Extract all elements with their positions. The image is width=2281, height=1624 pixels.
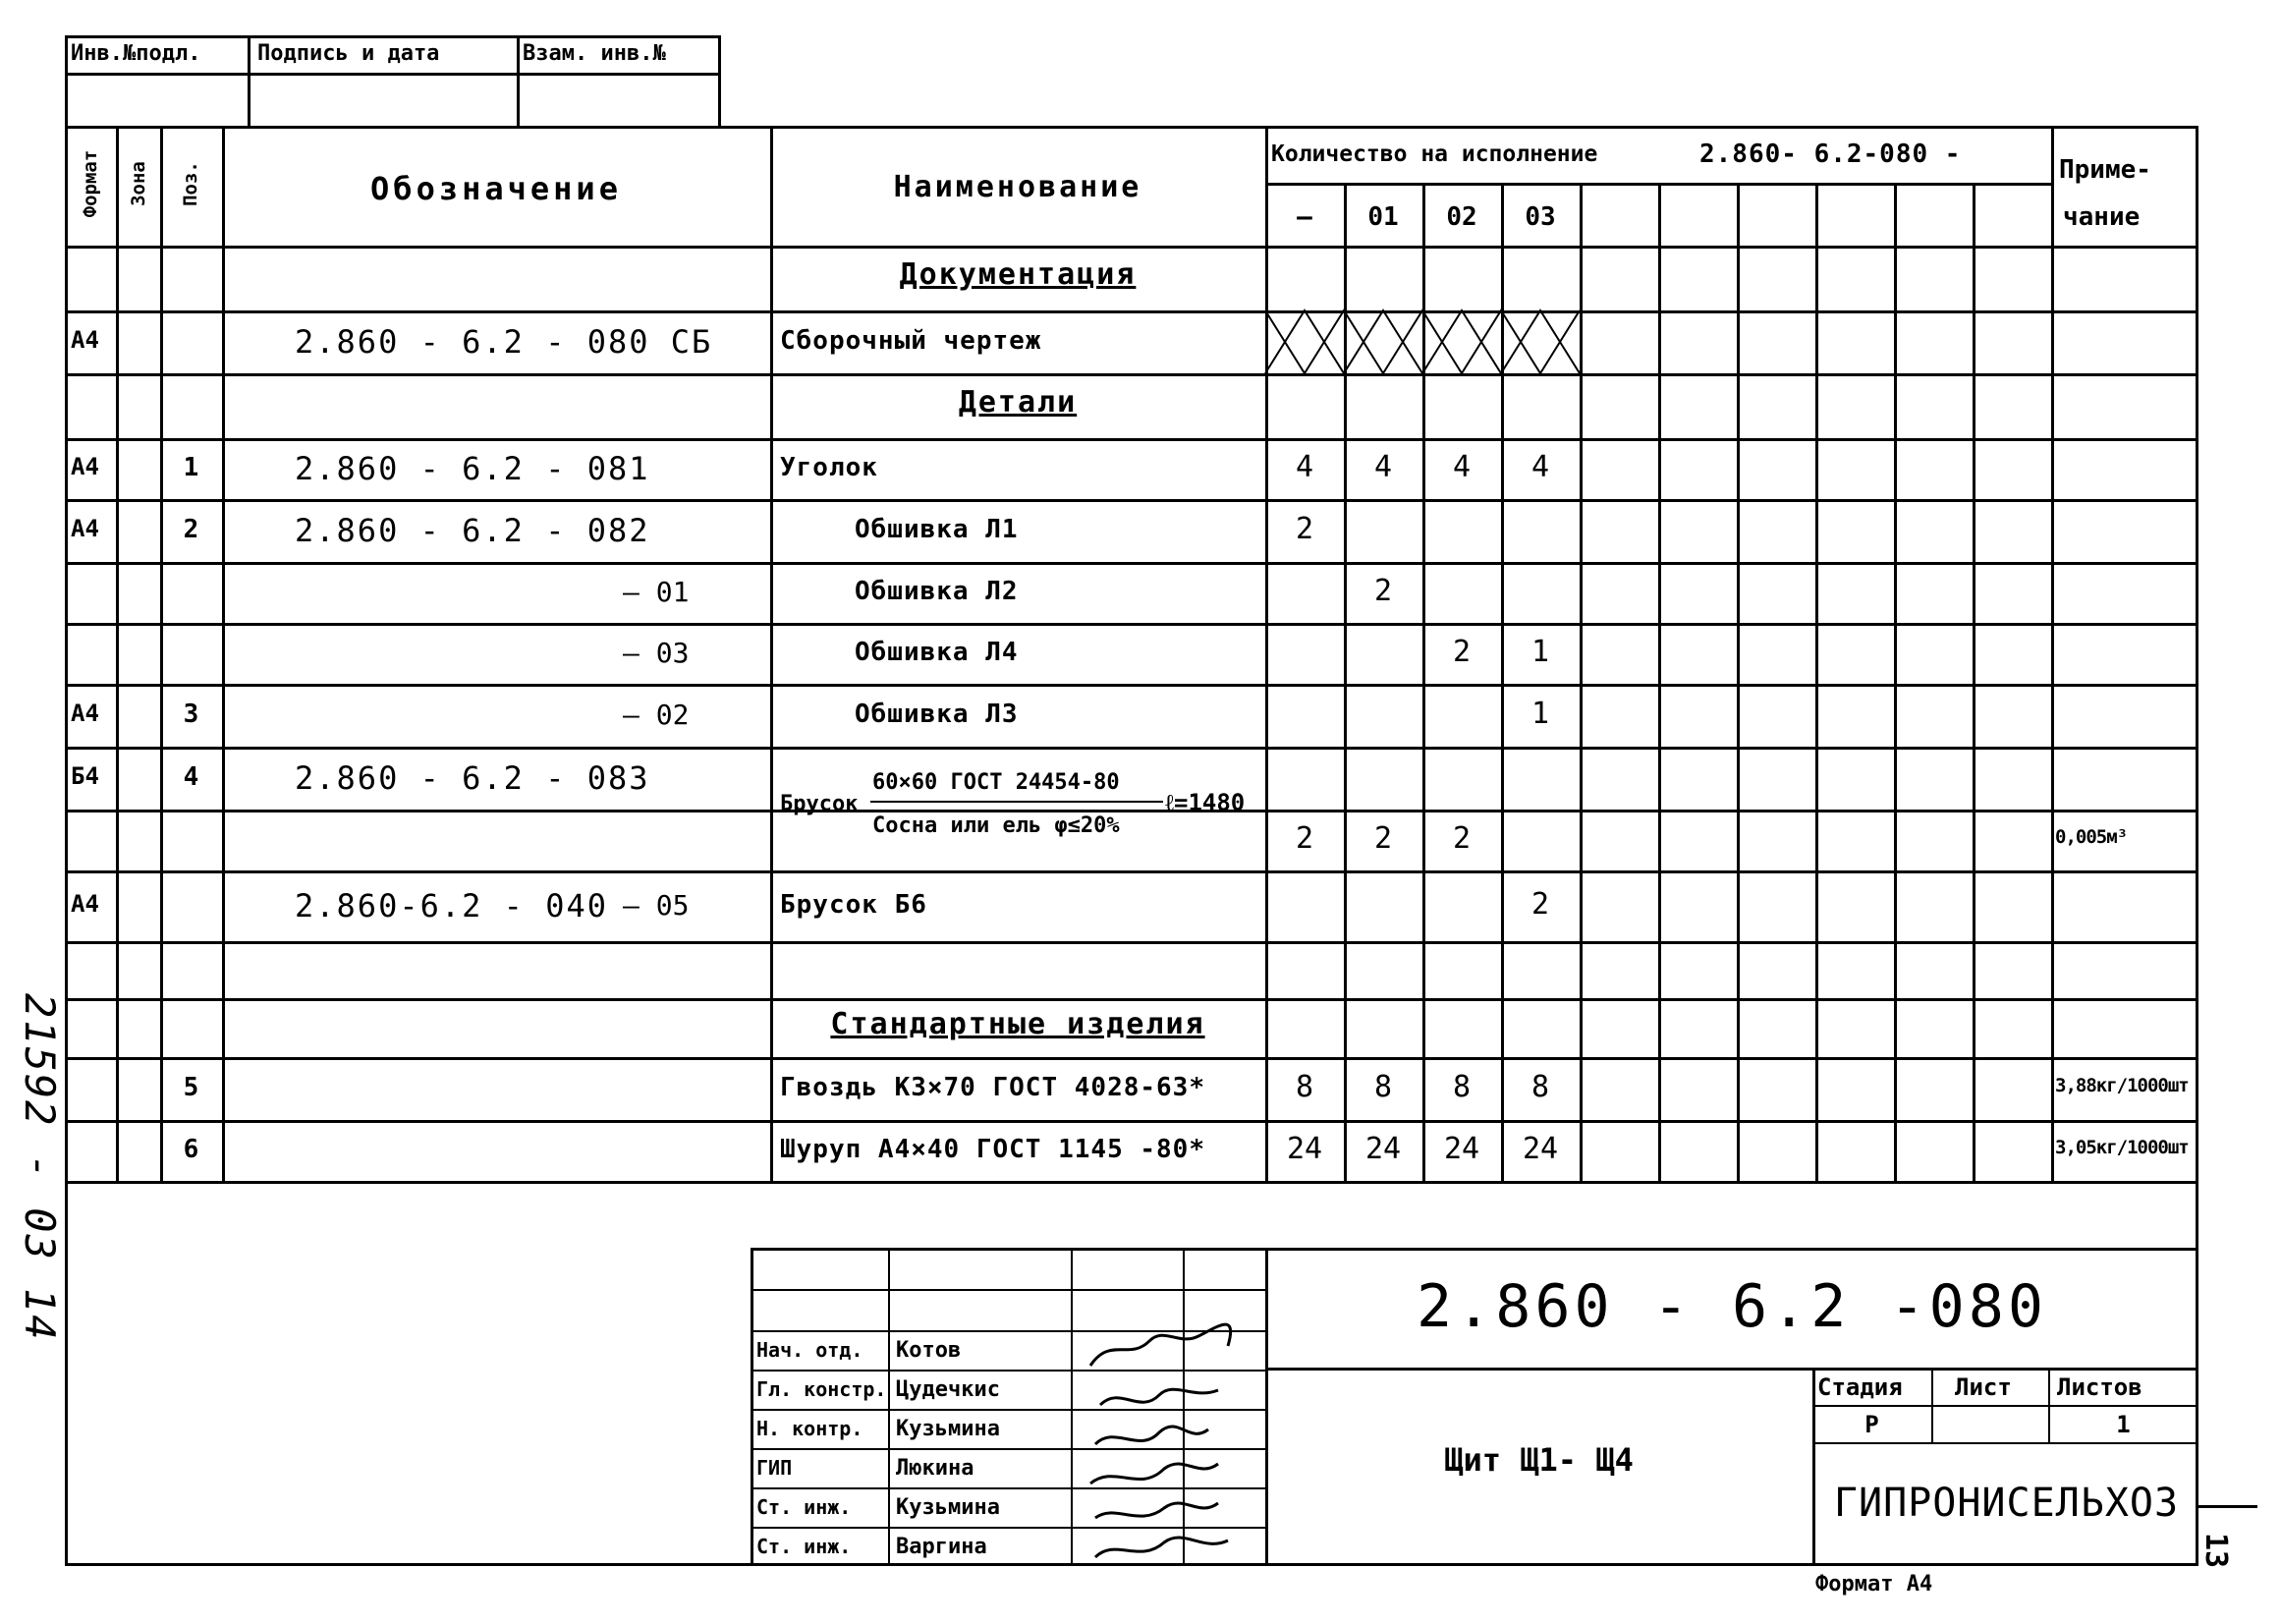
brusok-length: ℓ=1480 (1165, 789, 1246, 816)
qty-cell: 2 (1452, 635, 1472, 669)
sheets-label: Листов (2057, 1373, 2142, 1401)
row-divider (65, 747, 2198, 750)
row-note: 3,05кг/1000шт (2055, 1139, 2189, 1157)
row-name: Уголок (780, 453, 878, 482)
row-format: Б4 (71, 762, 99, 790)
person-name: Цудечкис (896, 1377, 1000, 1402)
row-format: А4 (71, 453, 99, 480)
sheets-value: 1 (2116, 1411, 2131, 1438)
qty-header-title: Количество на исполнение (1271, 141, 1598, 167)
person-role: Н. контр. (756, 1417, 863, 1440)
row-designation-suffix: – 01 (623, 576, 690, 608)
qty-cell: 4 (1452, 450, 1472, 484)
brusok-word: Брусок (780, 792, 859, 816)
qty-cell: 24 (1364, 1132, 1402, 1166)
qty-cell: 2 (1452, 821, 1472, 856)
replaced-inv-label: Взам. инв.№ (523, 41, 666, 66)
inv-number-label: Инв.№подл. (71, 41, 201, 66)
row-note: 3,88кг/1000шт (2055, 1077, 2189, 1095)
row-divider (65, 623, 2198, 626)
person-name: Кузьмина (896, 1495, 1000, 1520)
row-divider (65, 499, 2198, 502)
format-header: Формат (80, 149, 101, 218)
row-designation-suffix: – 05 (623, 889, 690, 922)
section-heading: Документация (899, 257, 1137, 292)
stage-value: Р (1864, 1411, 1879, 1438)
qty-cell: 2 (1530, 887, 1550, 922)
row-designation-suffix: – 02 (623, 699, 690, 731)
qty-cell: 4 (1530, 450, 1550, 484)
row-format: А4 (71, 700, 99, 727)
qty-col-2: 02 (1446, 202, 1477, 232)
qty-cell: 4 (1295, 450, 1314, 484)
row-designation: 2.860 - 6.2 - 081 (295, 450, 650, 487)
qty-cell: 24 (1286, 1132, 1323, 1166)
qty-cell: 2 (1373, 821, 1393, 856)
row-name: Обшивка Л1 (855, 515, 1019, 544)
row-divider (65, 684, 2198, 687)
person-name: Варгина (896, 1535, 987, 1559)
pos-header: Поз. (180, 161, 201, 206)
section-heading: Стандартные изделия (830, 1007, 1205, 1041)
qty-cell: 4 (1373, 450, 1393, 484)
person-role: Гл. констр. (756, 1377, 887, 1401)
page-tick (2198, 1505, 2257, 1508)
doc-designation: 2.860 - 6.2 -080 (1417, 1272, 2047, 1341)
row-designation: 2.860 - 6.2 - 080 СБ (295, 323, 713, 361)
signatures (1071, 1307, 1267, 1566)
row-format: А4 (71, 515, 99, 542)
row-position: 5 (183, 1073, 199, 1102)
row-position: 1 (183, 453, 199, 482)
signature-date-label: Подпись и дата (257, 41, 440, 66)
row-position: 4 (183, 762, 199, 792)
stage-label: Стадия (1817, 1373, 1903, 1401)
sheet-label: Лист (1955, 1373, 2012, 1401)
person-role: Ст. инж. (756, 1535, 852, 1558)
qty-cell: 8 (1530, 1070, 1550, 1104)
row-divider (65, 870, 2198, 873)
row-name: Брусок Б6 (780, 890, 927, 920)
row-position: 3 (183, 700, 199, 729)
row-divider (65, 562, 2198, 565)
brusok-numerator: 60×60 ГОСТ 24454-80 (872, 770, 1120, 795)
name-header: Наименование (893, 170, 1142, 204)
fraction-line (870, 801, 1163, 803)
row-note: 0,005м³ (2055, 828, 2128, 847)
row-designation: 2.860 - 6.2 - 083 (295, 759, 650, 797)
row-designation: 2.860 - 6.2 - 082 (295, 512, 650, 549)
row-divider (65, 941, 2198, 944)
row-divider (65, 310, 2198, 313)
qty-cell: 1 (1530, 697, 1550, 731)
qty-cell: 8 (1295, 1070, 1314, 1104)
row-position: 2 (183, 515, 199, 544)
qty-cell: 2 (1373, 574, 1393, 608)
row-name: Обшивка Л2 (855, 577, 1019, 606)
row-divider (65, 1120, 2198, 1123)
qty-cell: 8 (1373, 1070, 1393, 1104)
row-name: Сборочный чертеж (780, 326, 1042, 356)
person-role: ГИП (756, 1456, 793, 1480)
organization: ГИПРОНИСЕЛЬХОЗ (1833, 1481, 2180, 1526)
table-right-border (2196, 126, 2198, 1181)
row-divider (65, 1181, 2198, 1184)
row-divider (65, 373, 2198, 376)
row-divider (65, 1057, 2198, 1060)
sheet-format: Формат А4 (1815, 1572, 1933, 1596)
section-heading: Детали (958, 385, 1078, 420)
margin-note: 21592 - 03 14 (16, 993, 64, 1342)
zone-header: Зона (128, 161, 149, 206)
qty-cell: 1 (1530, 635, 1550, 669)
qty-cell: 24 (1522, 1132, 1559, 1166)
brusok-denominator: Сосна или ель φ≤20% (872, 813, 1120, 838)
qty-col-3: 03 (1525, 202, 1556, 232)
row-designation: 2.860-6.2 - 040 (295, 887, 608, 924)
row-divider (65, 438, 2198, 441)
qty-col-0: — (1297, 202, 1312, 232)
page-number: 13 (2198, 1533, 2233, 1569)
qty-cell: 24 (1443, 1132, 1480, 1166)
designation-header: Обозначение (370, 170, 622, 207)
row-divider (65, 998, 2198, 1001)
assembly-drawing-crosses (1265, 310, 1580, 373)
row-name: Гвоздь К3×70 ГОСТ 4028-63* (780, 1073, 1205, 1102)
qty-col-1: 01 (1367, 202, 1399, 232)
row-divider (65, 810, 2198, 812)
frame-left (65, 1181, 68, 1566)
qty-cell: 2 (1295, 512, 1314, 546)
row-name: Шуруп А4×40 ГОСТ 1145 -80* (780, 1135, 1205, 1164)
row-format: А4 (71, 326, 99, 354)
person-role: Ст. инж. (756, 1495, 852, 1519)
product-name: Щит Щ1- Щ4 (1444, 1441, 1634, 1479)
row-name: Обшивка Л3 (855, 700, 1019, 729)
row-position: 6 (183, 1135, 199, 1164)
person-name: Люкина (896, 1456, 974, 1481)
row-designation-suffix: – 03 (623, 637, 690, 669)
row-format: А4 (71, 890, 99, 918)
note-header-2: чание (2063, 202, 2141, 232)
qty-cell: 8 (1452, 1070, 1472, 1104)
row-name: Обшивка Л4 (855, 638, 1019, 667)
person-role: Нач. отд. (756, 1338, 863, 1362)
qty-cell: 2 (1295, 821, 1314, 856)
qty-header-code: 2.860- 6.2-080 - (1699, 140, 1962, 169)
note-header-1: Приме- (2059, 155, 2151, 185)
person-name: Котов (896, 1338, 962, 1363)
person-name: Кузьмина (896, 1417, 1000, 1441)
